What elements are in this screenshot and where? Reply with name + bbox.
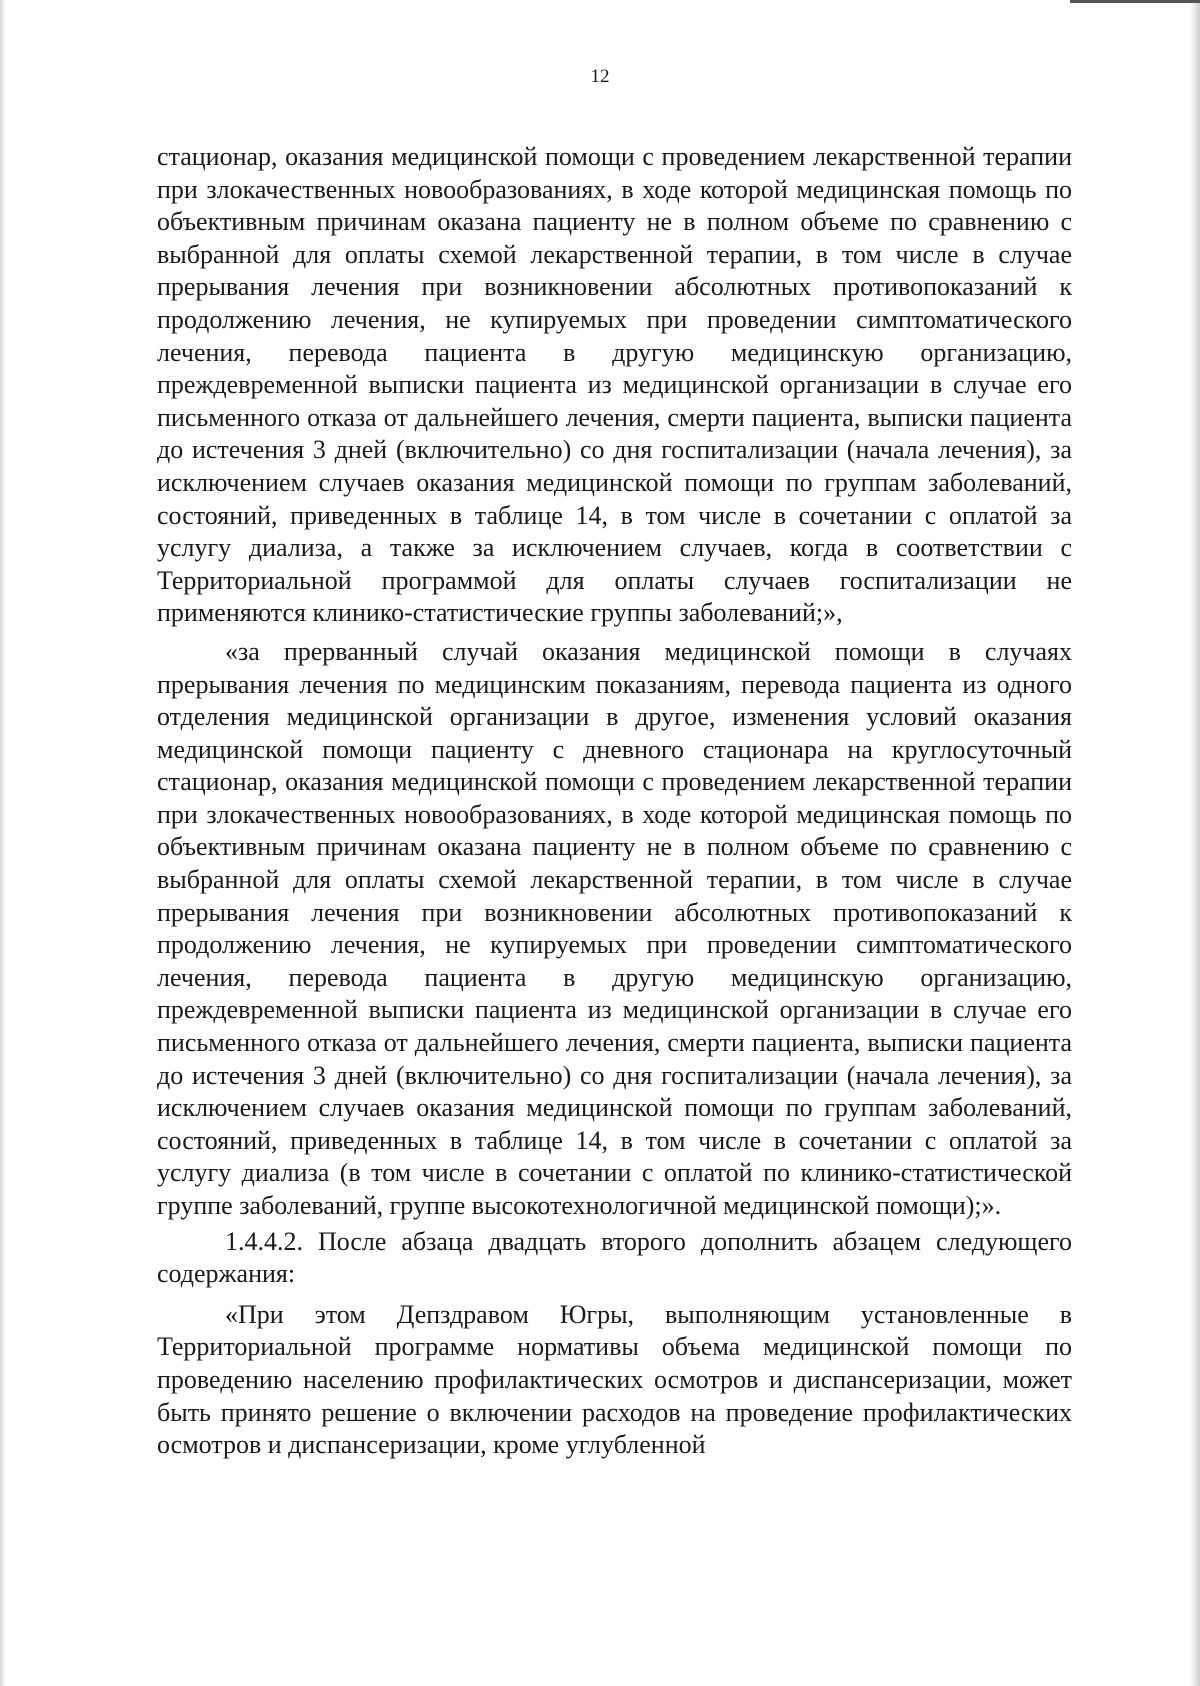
paragraph-new-text: «При этом Депздравом Югры, выполняющим установленные в Территориальной программе нормативы объема медицинской помощи по проведению населению профилактических осмотров и диспансеризации, может быть принято решение о включении расходов на проведение профилактических осмотров и диспансеризации, кроме углубленной [157, 1299, 1072, 1460]
scan-edge-right [1190, 0, 1200, 1686]
paragraph-continuation: стационар, оказания медицинской помощи с проведением лекарственной терапии при злокачественных новообразованиях, в ходе которой медицинская помощь по объективным причинам оказана пациенту не в полном объеме по сравнению с выбранной для оплаты схемой лекарственной терапии, в том числе в случае прерывания лечения при возникновении абсолютных противопоказаний к продолжению лечения, не купируемых при проведении симптоматического лечения, перевода пациента в другую медицинскую организацию, преждевременной выписки пациента из медицинской организации в случае его письменного отказа от дальнейшего лечения, смерти пациента, выписки пациента до истечения 3 дней (включительно) со дня госпитализации (начала лечения), за исключением случаев оказания медицинской помощи по группам заболеваний, состояний, приведенных в таблице 14, в том числе в сочетании с оплатой за услугу диализа, а также за исключением случаев, когда в соответствии с Территориальной программой для оплаты случаев госпитализации не применяются клинико-статистические группы заболеваний;», [157, 142, 1072, 628]
document-body [157, 141, 1072, 1462]
page-number: 12 [590, 66, 610, 87]
paragraph-quoted-amendment: «за прерванный случай оказания медицинской помощи в случаях прерывания лечения по медицинским показаниям, перевода пациента из одного отделения медицинской организации в другое, изменения условий оказания медицинской помощи пациенту с дневного стационара на круглосуточный стационар, оказания медицинской помощи с проведением лекарственной терапии при злокачественных новообразованиях, в ходе которой медицинская помощь по объективным причинам оказана пациенту не в полном объеме по сравнению с выбранной для оплаты схемой лекарственной терапии, в том числе в случае прерывания лечения при возникновении абсолютных противопоказаний к продолжению лечения, не купируемых при проведении симптоматического лечения, перевода пациента в другую медицинскую организацию, преждевременной выписки пациента из медицинской организации в случае его письменного отказа от дальнейшего лечения, смерти пациента, выписки пациента до истечения 3 дней (включительно) со дня госпитализации (начала лечения), за исключением случаев оказания медицинской помощи по группам заболеваний, состояний, приведенных в таблице 14, в том числе в сочетании с оплатой за услугу диализа (в том числе в сочетании с оплатой по клинико-статистической группе заболеваний, группе высокотехнологичной медицинской помощи);». [157, 636, 1072, 1220]
scan-edge-left [0, 0, 6, 1686]
paragraph-clause-1-4-4-2: 1.4.4.2. После абзаца двадцать второго дополнить абзацем следующего содержания: [157, 1226, 1072, 1289]
scan-edge-top-right [1070, 0, 1200, 3]
